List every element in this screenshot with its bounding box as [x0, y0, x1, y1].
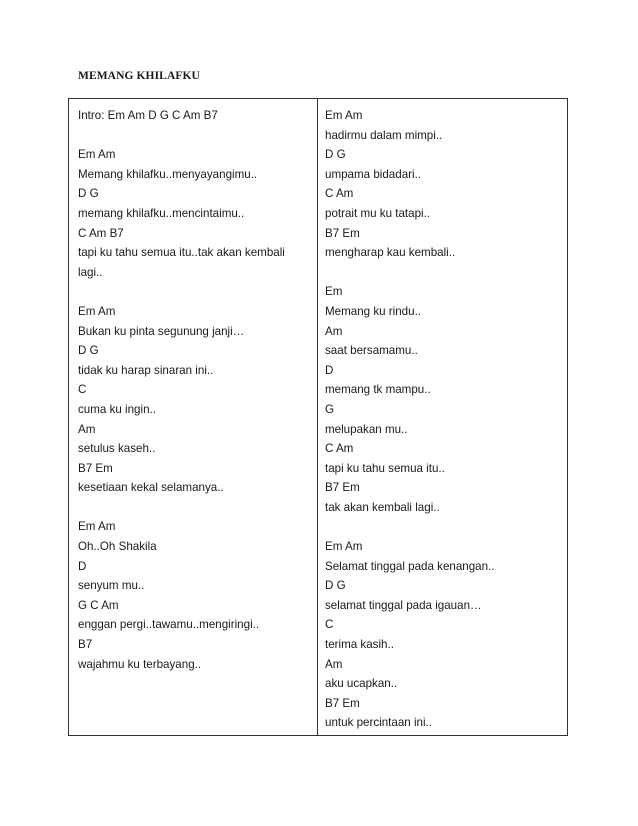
lyric-line: senyum mu..	[78, 579, 145, 593]
lyric-line: B7 Em	[325, 226, 360, 240]
lyric-line: saat bersamamu..	[325, 344, 418, 358]
lyric-line: B7 Em	[325, 481, 360, 495]
lyrics-column-left	[69, 99, 318, 735]
lyric-line	[78, 126, 309, 146]
lyric-line: D G	[325, 579, 346, 593]
lyric-line: potrait mu ku tatapi..	[325, 206, 431, 220]
lyric-line: selamat tinggal pada igauan…	[325, 598, 482, 612]
lyric-line: B7 Em	[78, 461, 113, 475]
lyric-line: Selamat tinggal pada kenangan..	[325, 559, 495, 573]
lyric-line: Em Am	[325, 540, 363, 554]
lyric-line: tapi ku tahu semua itu..	[325, 461, 445, 475]
lyrics-column-right	[318, 99, 567, 735]
lyric-line: cuma ku ingin..	[78, 402, 156, 416]
lyric-line: Am	[78, 422, 96, 436]
lyric-line: kesetiaan kekal selamanya..	[78, 481, 224, 495]
lyric-line: C Am	[325, 442, 354, 456]
lyric-line: lagi..	[78, 265, 103, 279]
lyric-line: hadirmu dalam mimpi..	[325, 128, 443, 142]
lyric-line: Oh..Oh Shakila	[78, 540, 157, 554]
lyric-line: C	[325, 618, 334, 632]
lyric-line: aku ucapkan..	[325, 677, 398, 691]
lyric-line: tapi ku tahu semua itu..tak akan kembali	[78, 246, 285, 260]
lyric-line: terima kasih..	[325, 638, 394, 652]
lyric-line: C Am	[325, 187, 354, 201]
lyric-line: memang tk mampu..	[325, 383, 431, 397]
lyric-line: melupakan mu..	[325, 422, 408, 436]
lyric-line: Em Am	[78, 520, 116, 534]
lyric-line: wajahmu ku terbayang..	[78, 657, 202, 671]
lyric-line: G	[325, 402, 335, 416]
lyric-line: Em Am	[325, 109, 363, 122]
lyric-line: mengharap kau kembali..	[325, 246, 456, 260]
lyric-line: Am	[325, 324, 343, 338]
lyric-line: G C Am	[78, 598, 119, 612]
lyric-line: D	[325, 363, 334, 377]
lyric-line: Intro: Em Am D G C Am B7	[78, 109, 218, 122]
lyric-line: D	[78, 559, 87, 573]
lyric-line: untuk percintaan ini..	[325, 716, 432, 730]
lyric-line	[78, 498, 309, 518]
lyric-line: Memang khilafku..menyayangimu..	[78, 167, 258, 181]
lyric-line: tak akan kembali lagi..	[325, 500, 440, 514]
lyric-line: D G	[325, 148, 346, 162]
document-title: MEMANG KHILAFKU	[78, 70, 200, 82]
lyrics-table	[68, 98, 568, 736]
lyric-line: Bukan ku pinta segunung janji…	[78, 324, 245, 338]
lyric-line: tidak ku harap sinaran ini..	[78, 363, 214, 377]
lyric-line: Em Am	[78, 148, 116, 162]
lyric-line: Memang ku rindu..	[325, 304, 422, 318]
lyric-line: enggan pergi..tawamu..mengiringi..	[78, 618, 260, 632]
lyric-line: Am	[325, 657, 343, 671]
lyric-line: Em	[325, 285, 343, 299]
lyric-line: D G	[78, 344, 99, 358]
lyric-line: B7 Em	[325, 696, 360, 710]
lyric-line: Em Am	[78, 304, 116, 318]
lyric-line	[325, 263, 559, 283]
lyric-line: umpama bidadari..	[325, 167, 422, 181]
lyric-line: C Am B7	[78, 226, 124, 240]
lyric-line: C	[78, 383, 87, 397]
lyric-line: D G	[78, 187, 99, 201]
lyric-line: setulus kaseh..	[78, 442, 156, 456]
lyric-line	[325, 517, 559, 537]
lyric-line	[78, 282, 309, 302]
lyric-line: B7	[78, 638, 93, 652]
lyric-line: memang khilafku..mencintaimu..	[78, 206, 245, 220]
